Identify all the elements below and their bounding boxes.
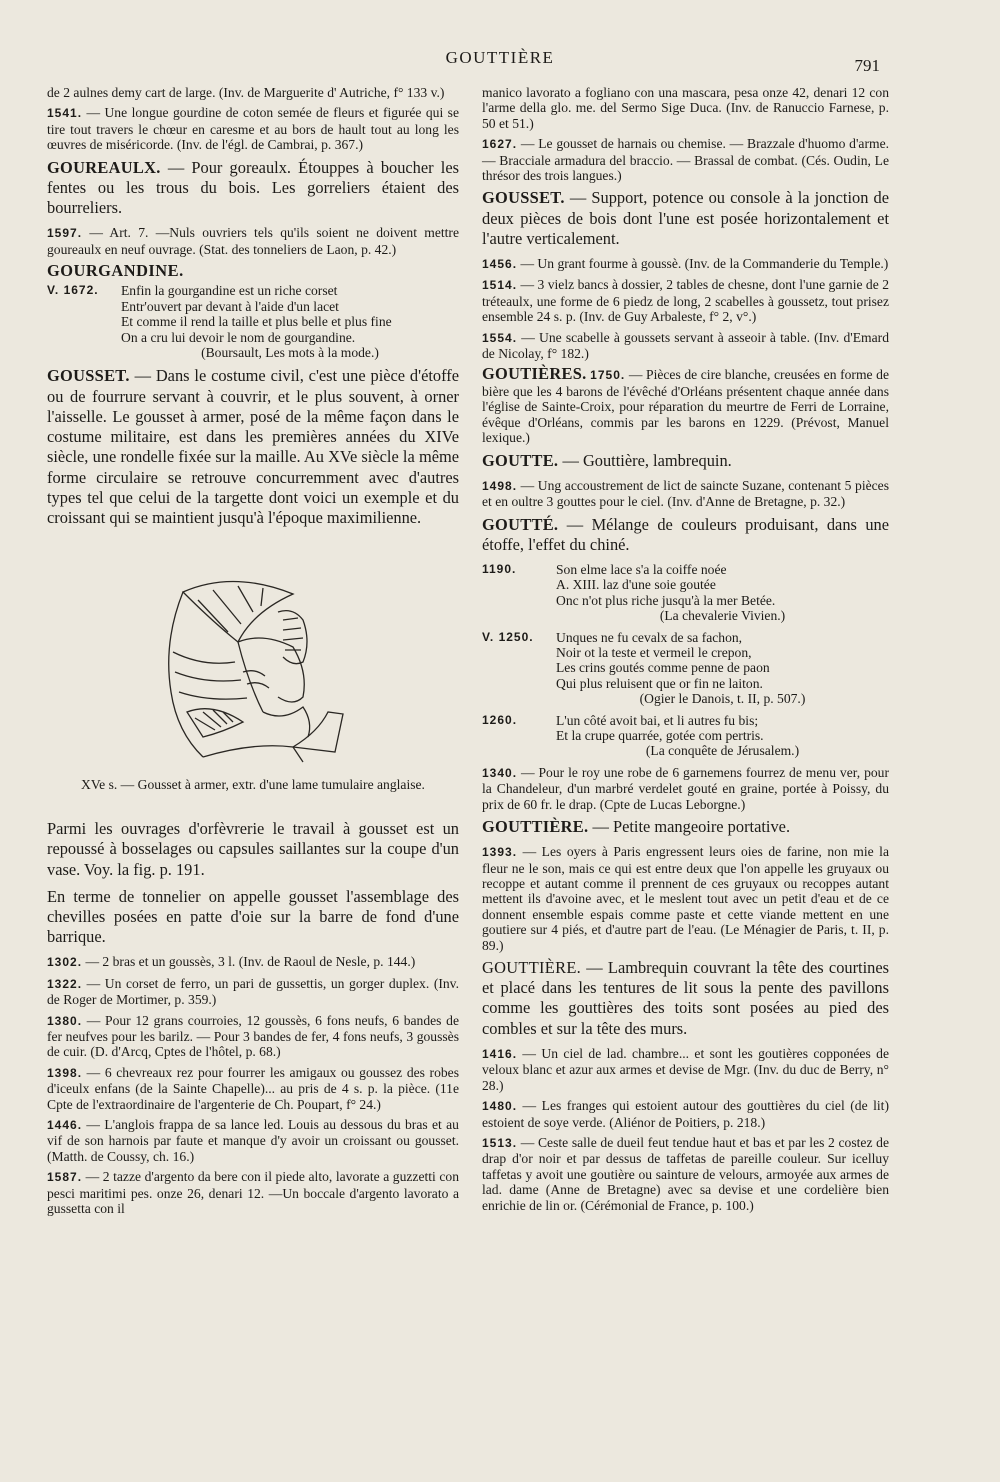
- verse-line: Unques ne fu cevalx de sa fachon,: [556, 629, 743, 645]
- citation-entry: [47, 976, 459, 1008]
- citation-year: 1190.: [482, 561, 517, 576]
- citation-text: — 2 bras et un goussès, 3 l. (Inv. de Raoul de Nesle, p. 144.): [85, 954, 416, 970]
- verse-line: L'un côté avoit bai, et li autres fu bis;: [556, 712, 759, 728]
- dictionary-entry-gouttiere-lambrequin: [482, 958, 889, 1039]
- definition: — Lambrequin couvrant la tête des courtines et placé dans les tentures de lit sous la pente des pavillons comme les gouttières des toits sont posées au pied des combles et sur la tête des murs.: [482, 958, 889, 1038]
- definition: — Support, potence ou console à la jonction de deux pièces de bois dont l'une est posée horizontalement et l'autre verticalement.: [482, 188, 889, 248]
- left-column: [47, 85, 459, 1221]
- definition: — Gouttière, lambrequin.: [562, 450, 732, 470]
- citation-year: 1514.: [482, 278, 518, 293]
- citation-entry: [482, 844, 889, 953]
- paragraph: En terme de tonnelier on appelle gousset l'assemblage des chevilles posées en patte d'oie sur la barre de fond d'une barrique.: [47, 886, 459, 947]
- dictionary-entry-goutte: [482, 451, 889, 471]
- definition: — Mélange de couleurs produisant, dans une étoffe, l'effet du chiné.: [482, 514, 889, 554]
- citation-entry: [482, 136, 889, 183]
- right-column: [482, 85, 889, 1218]
- headword: GOUSSET.: [482, 188, 565, 208]
- verse-line: Onc n'ot plus riche jusqu'à la mer Betée.: [556, 592, 776, 608]
- citation-year: V. 1672.: [47, 283, 99, 298]
- gousset-engraving: [143, 572, 363, 767]
- verse-citation: (La conquête de Jérusalem.): [645, 743, 800, 759]
- verse-text: [556, 713, 889, 759]
- citation-entry: [482, 1098, 889, 1130]
- citation-text: — Ung accoustrement de lict de saincte Suzane, contenant 5 pièces et en oultre 3 gouttes pour le ciel. (Inv. d'Anne de Bretagne, p. 32.): [482, 477, 889, 510]
- headword: GOUTTIÈRE.: [482, 958, 582, 978]
- citation-text: — Les franges qui estoient autour des gouttières du ciel (de lit) estoient de soye verde. (Aliénor de Poitiers, p. 218.): [482, 1098, 889, 1130]
- citation-year: 1322.: [47, 976, 83, 991]
- headword: GOUTIÈRES.: [482, 364, 587, 384]
- citation-entry: [482, 277, 889, 324]
- verse-line: Et comme il rend la taille et plus belle et plus fine: [121, 314, 392, 330]
- citation-text: — Une longue gourdine de coton semée de fleurs et figurée qui se tire tout travers le chœur en caresme et au bors de hault tout au long les œuvres de miséricorde. (Inv. de l'égl. de Cambrai, p. 367.): [47, 105, 459, 153]
- citation-entry: [47, 105, 459, 152]
- page-header: [0, 48, 1000, 75]
- definition: — Pièces de cire blanche, creusées en forme de bière que les 4 barons de l'évêché d'Orléans présentent chaque année dans l'église de Sainte-Croix, pour réparation du meurtre de Ferri de Lorraine, évêque d'Orléans, commis par les barons en 1229. (Prévost, Manuel lexique.): [482, 367, 889, 446]
- citation-text: — L'anglois frappa de sa lance led. Louis au dessous du bras et au vif de son harnois par faute et manque d'y avoir un croissant ou gousset. (Matth. de Coussy, ch. 16.): [47, 1116, 459, 1164]
- citation-text: — Une scabelle à goussets servant à asseoir à table. (Inv. d'Emard de Nicolay, f° 182.): [482, 329, 889, 362]
- citation-year: 1587.: [47, 1170, 83, 1185]
- citation-year: 1513.: [482, 1135, 518, 1150]
- dictionary-entry-gousset-support: [482, 188, 889, 249]
- citation-year: 1554.: [482, 330, 518, 345]
- citation-entry: [482, 330, 889, 362]
- citation-text: — Pour le roy une robe de 6 garnemens fourrez de menu ver, pour la Chandeleur, d'un marbré verdelet gouté en graine, portée à Poissy, du prix de 60 fr. le drap. (Cpte de Lucas Leborgne.): [482, 764, 889, 812]
- verse-line: Noir ot la teste et vermeil le crepon,: [556, 644, 752, 660]
- citation-year: 1380.: [47, 1013, 83, 1028]
- citation-year: 1498.: [482, 478, 518, 493]
- citation-entry: [482, 478, 889, 510]
- citation-text: — 2 tazze d'argento da bere con il piede alto, lavorate a guzzetti con pesci maritimi pes. onze 26, denari 12. —Un boccale d'argento lavorato a gussetta con il: [47, 1169, 459, 1217]
- citation-entry: [482, 256, 889, 272]
- citation-year: V. 1250.: [482, 629, 534, 644]
- citation-text: — Un grant fourme à goussè. (Inv. de la Commanderie du Temple.): [520, 256, 889, 272]
- citation-year: 1398.: [47, 1065, 83, 1080]
- verse-line: Qui plus reluisent que or fin ne laiton.: [556, 675, 763, 691]
- citation-entry: [482, 765, 889, 812]
- citation-entry: [482, 1135, 889, 1213]
- verse-citation: (Boursault, Les mots à la mode.): [201, 345, 379, 361]
- page-number: 791: [854, 56, 880, 75]
- citation-text: — 3 vielz bancs à dossier, 2 tables de chesne, dont l'une garnie de 2 tréteaulx, une forme de 6 piedz de long, 2 scabelles à goussetz, tout prisez ensemble 24 s. p. (Inv. de Guy Arbaleste, f° 2, v°.): [482, 277, 889, 325]
- citation-text: — Art. 7. —Nuls ouvriers tels qu'ils soient ne doivent mettre goureaulx en neuf ouvrage. (Stat. des tonneliers de Laon, p. 42.): [47, 225, 459, 257]
- verse-line: Entr'ouvert par devant à l'aide d'un lacet: [121, 298, 339, 314]
- definition: — Pour goreaulx. Étouppes à boucher les fentes ou les trous du bois. Les gorreliers étaient des bourreliers.: [47, 157, 459, 218]
- definition: — Dans le costume civil, c'est une pièce d'étoffe ou de fourrure servant à couvrir, et le plus souvent, à orner l'aisselle. Le gousset à armer, posé de la même façon dans le costume militaire, est dans les premières années du XIVe siècle, une rondelle fixée sur la maille. Au XVe siècle la même forme circulaire se retrouve concurremment avec d'autres types tel que celui de la targette dont voici un exemple et du croissant qui se maintient jusqu'à l'époque maximilienne.: [47, 366, 459, 527]
- verse-citation: (Ogier le Danois, t. II, p. 507.): [639, 691, 806, 707]
- citation-year: 1260.: [482, 712, 518, 727]
- citation-year: 1393.: [482, 845, 518, 860]
- headword: GOUTTIÈRE.: [482, 817, 589, 837]
- verse-text: [556, 630, 889, 707]
- paragraph: Parmi les ouvrages d'orfèvrerie le travail à gousset est un repoussé à bosselages ou capsules saillantes sur la coupe d'un vase. Voy. la fig. p. 191.: [47, 819, 459, 879]
- headword: GOUSSET.: [47, 366, 130, 386]
- citation-text: — Les oyers à Paris engressent leurs oies de farine, non mie la fleur ne le son, mais ce qui est entre deux que l'on appelle les gruyaux ou recoppe et autant comme il prennent de ces gruyaux ou recoppes autant mettent ils d'avoine avec, et le meslent tout avec un petit d'eau et de ce donnent ensemble espais comme paste et cette viande mettent en une goutiere sur 4 piés, et d'autre part de l'eau. (Le Ménagier de Paris, t. II, p. 89.): [482, 844, 889, 953]
- citation-text: — Pour 12 grans courroies, 12 goussès, 6 fons neufs, 6 bandes de fer neufves pour les barilz. — Pour 3 bandes de fer, 4 fons neufs, 3 goussès de cuir. (D. d'Arcq, Cptes de l'hôtel, p. 68.): [47, 1012, 459, 1060]
- verse-line: Les crins goutés comme penne de paon: [556, 660, 770, 676]
- citation-year: 1597.: [47, 226, 83, 241]
- citation-year: 1302.: [47, 955, 83, 970]
- citation-text: — Un corset de ferro, un pari de gussettis, un gorger duplex. (Inv. de Roger de Mortimer, p. 359.): [47, 975, 459, 1008]
- verse-line: On a cru lui devoir le nom de gourgandine.: [121, 329, 356, 345]
- citation-text: — 6 chevreaux rez pour fourrer les amigaux ou goussez des robes d'iceulx enfans (de la Sainte Chapelle)... au pris de 4 s. p. la pièce. (11e Cpte de l'extraordinaire de l'argenterie de Ch. Poupart, f° 24.): [47, 1064, 459, 1112]
- citation-year: 1456.: [482, 257, 518, 272]
- citation-year: 1480.: [482, 1099, 518, 1114]
- headword: GOUTTE.: [482, 450, 559, 470]
- citation-text: — Ceste salle de dueil feut tendue haut et bas et par les 2 costez de drap d'or noir et par dessus de taffetas de pareille couleur. Sur icelluy taffetas y avoit une goutière ou sainture de velours, armoyée aux armes de lad. dame (Anne de Bretagne) avec sa devise et une cordelière bien enrichie de lin or. (Cérémonial de France, p. 100.): [482, 1134, 889, 1213]
- verse-quote: [482, 562, 889, 624]
- citation-entry: de 2 aulnes demy cart de large. (Inv. de Marguerite d' Autriche, f° 133 v.): [47, 85, 445, 100]
- citation-year: 1750.: [590, 368, 626, 383]
- dictionary-entry-goutieres: [482, 366, 889, 445]
- citation-text: — Le gousset de harnais ou chemise. — Brazzale d'huomo d'arme. — Bracciale armadura del braccio. — Brassal de combat. (Cés. Oudin, Le thrésor des trois langues.): [482, 136, 889, 184]
- headword-gourgandine: GOURGANDINE.: [47, 261, 184, 281]
- verse-text: [556, 562, 889, 624]
- verse-text: [121, 283, 459, 360]
- citation-text: — Un ciel de lad. chambre... et sont les goutières copponées de veloux blanc et azur aux armes et devise de Mgr. (Inv. du duc de Berry, n° 28.): [482, 1045, 889, 1093]
- verse-citation: (La chevalerie Vivien.): [659, 608, 786, 624]
- figure-caption: XVe s. — Gousset à armer, extr. d'une lame tumulaire anglaise.: [81, 777, 425, 793]
- citation-year: 1340.: [482, 765, 518, 780]
- verse-quote: [47, 283, 459, 360]
- citation-entry: [47, 954, 459, 970]
- citation-year: 1541.: [47, 106, 83, 121]
- citation-entry: [47, 1065, 459, 1112]
- citation-entry: [47, 1117, 459, 1164]
- dictionary-entry-gouttiere-mangeoire: [482, 817, 889, 837]
- citation-entry: [47, 1169, 459, 1216]
- citation-year: 1416.: [482, 1046, 518, 1061]
- verse-line: A. XIII. laz d'une soie goutée: [556, 577, 716, 593]
- verse-quote: [482, 713, 889, 759]
- definition: — Petite mangeoire portative.: [592, 817, 791, 837]
- citation-entry: [47, 1013, 459, 1060]
- dictionary-entry-gousset: [47, 366, 459, 528]
- verse-line: Et la crupe quarrée, gotée com pertris.: [556, 728, 764, 743]
- gousset-illustration: [47, 572, 459, 793]
- citation-year: 1446.: [47, 1117, 83, 1132]
- verse-quote: [482, 630, 889, 707]
- verse-line: Enfin la gourgandine est un riche corset: [121, 283, 338, 299]
- dictionary-entry-goutte-chine: [482, 515, 889, 555]
- verse-line: Son elme lace s'a la coiffe noée: [556, 561, 727, 577]
- running-title: GOUTTIÈRE: [445, 48, 555, 67]
- citation-entry: manico lavorato a fogliano con una mascara, pesa onze 42, denari 12 con l'arme della glo. me. del Sermo Sige Duca. (Inv. de Ranuccio Farnese, p. 50 et 51.): [482, 85, 889, 131]
- citation-entry: [482, 1046, 889, 1093]
- dictionary-entry-goureaulx: [47, 158, 459, 219]
- headword: GOUREAULX.: [47, 157, 161, 177]
- headword: GOUTTÉ.: [482, 514, 559, 534]
- citation-entry: [47, 225, 459, 257]
- citation-year: 1627.: [482, 137, 518, 152]
